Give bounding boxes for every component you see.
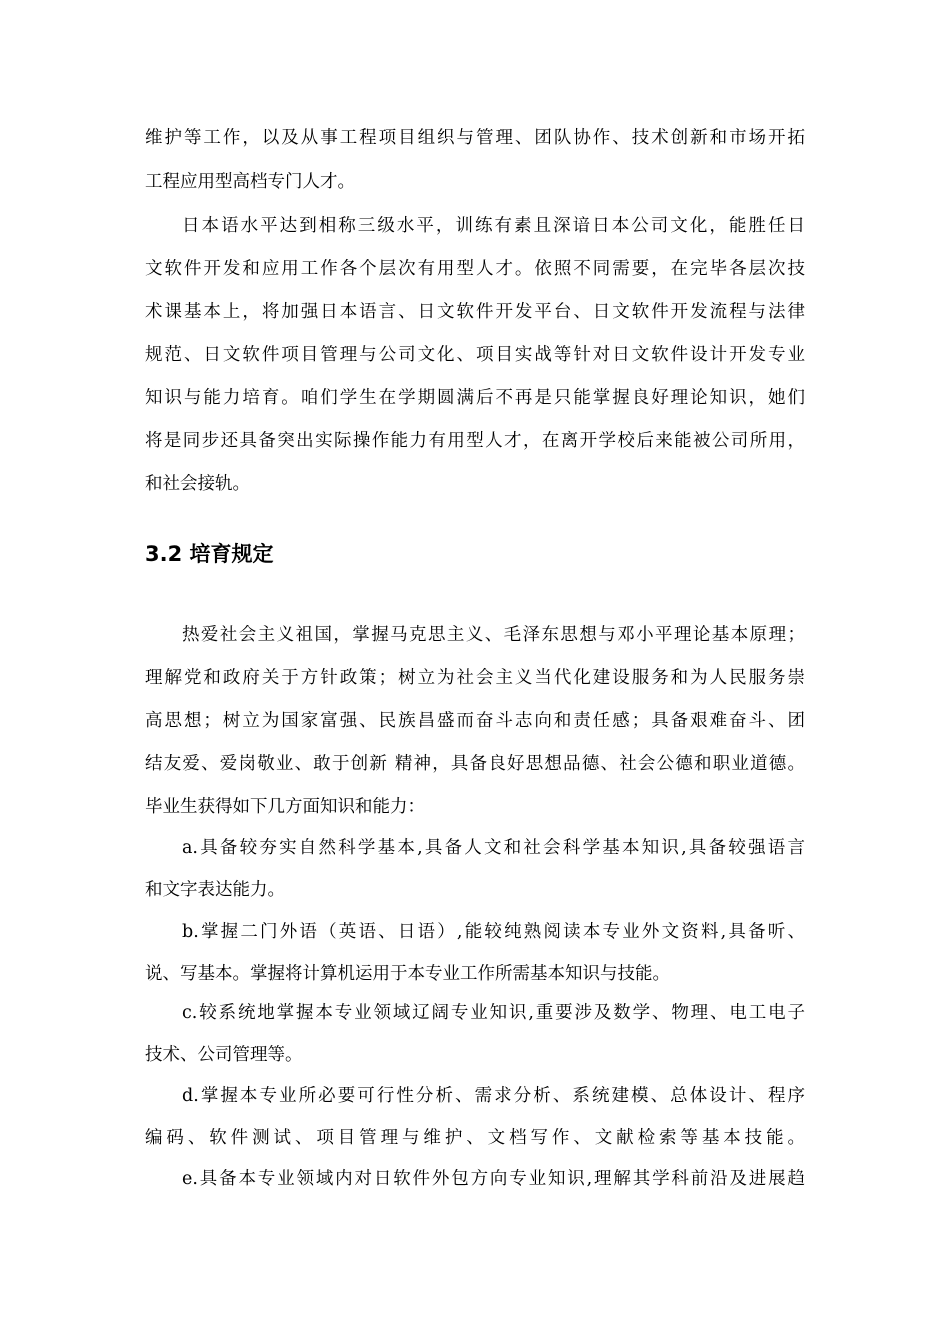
paragraph-line: 文软件开发和应用工作各个层次有用型人才。依照不同需要，在完毕各层次技 bbox=[145, 259, 805, 279]
paragraph-line: 日本语水平达到相称三级水平，训练有素且深谙日本公司文化，能胜任日 bbox=[182, 216, 805, 236]
list-item-line: 技术、公司管理等。 bbox=[145, 1045, 303, 1065]
list-item-line: 编码、软件测试、项目管理与维护、文档写作、文献检索等基本技能。 bbox=[145, 1128, 805, 1148]
paragraph-line: 维护等工作，以及从事工程项目组织与管理、团队协作、技术创新和市场开拓 bbox=[145, 128, 805, 148]
paragraph-line: 术课基本上，将加强日本语言、日文软件开发平台、日文软件开发流程与法律 bbox=[145, 302, 805, 322]
list-item-line: c.较系统地掌握本专业领域辽阔专业知识,重要涉及数学、物理、电工电子 bbox=[182, 1003, 805, 1023]
section-heading: 3.2 培育规定 bbox=[145, 542, 274, 566]
list-item-line: e.具备本专业领域内对日软件外包方向专业知识,理解其学科前沿及进展趋 bbox=[182, 1169, 805, 1189]
list-item-line: d.掌握本专业所必要可行性分析、需求分析、系统建模、总体设计、程序 bbox=[182, 1086, 805, 1106]
paragraph-line: 规范、日文软件项目管理与公司文化、项目实战等针对日文软件设计开发专业 bbox=[145, 345, 805, 365]
paragraph-line: 知识与能力培育。咱们学生在学期圆满后不再是只能掌握良好理论知识，她们 bbox=[145, 388, 805, 408]
paragraph-line: 理解党和政府关于方针政策；树立为社会主义当代化建设服务和为人民服务崇 bbox=[145, 668, 805, 688]
list-item-line: a.具备较夯实自然科学基本,具备人文和社会科学基本知识,具备较强语言 bbox=[182, 838, 805, 858]
paragraph-line: 热爱社会主义祖国，掌握马克思主义、毛泽东思想与邓小平理论基本原理； bbox=[182, 625, 805, 645]
list-item-line: 说、写基本。掌握将计算机运用于本专业工作所需基本知识与技能。 bbox=[145, 964, 670, 984]
paragraph-line: 高思想；树立为国家富强、民族昌盛而奋斗志向和责任感；具备艰难奋斗、团 bbox=[145, 711, 805, 731]
list-item-line: 和文字表达能力。 bbox=[145, 880, 285, 900]
paragraph-line: 工程应用型高档专门人才。 bbox=[145, 172, 355, 192]
paragraph-line: 和社会接轨。 bbox=[145, 474, 250, 494]
paragraph-line: 毕业生获得如下几方面知识和能力： bbox=[145, 797, 425, 817]
list-item-line: b.掌握二门外语（英语、日语）,能较纯熟阅读本专业外文资料,具备听、 bbox=[182, 922, 805, 942]
paragraph-line: 结友爱、爱岗敬业、敢于创新 精神，具备良好思想品德、社会公德和职业道德。 bbox=[145, 754, 805, 774]
paragraph-line: 将是同步还具备突出实际操作能力有用型人才，在离开学校后来能被公司所用， bbox=[145, 431, 805, 451]
